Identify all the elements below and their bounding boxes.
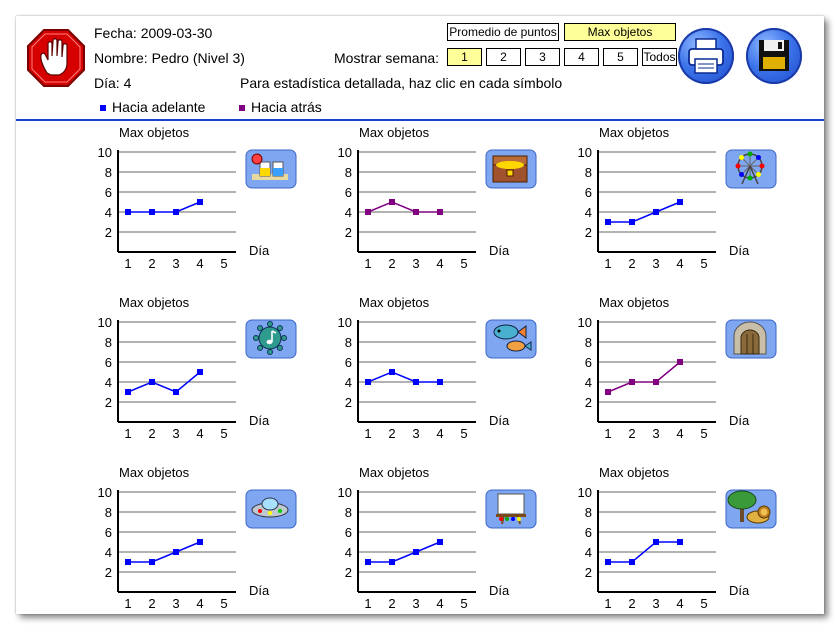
week-3-button[interactable]: 3	[525, 48, 560, 66]
chart-title: Max objetos	[119, 125, 190, 140]
data-point	[125, 389, 131, 395]
data-point	[197, 199, 203, 205]
forward-legend-label: Hacia adelante	[112, 99, 206, 115]
y-tick-label: 6	[344, 355, 352, 370]
y-tick-label: 2	[344, 395, 352, 410]
x-tick-label: 1	[124, 426, 132, 441]
print-button[interactable]	[678, 28, 734, 84]
data-point	[389, 559, 395, 565]
y-tick-label: 6	[104, 525, 112, 540]
data-point	[173, 549, 179, 555]
stop-hand-icon[interactable]	[27, 29, 85, 87]
x-axis-label: Día	[249, 583, 270, 598]
x-axis-label: Día	[249, 243, 270, 258]
x-axis-label: Día	[489, 243, 510, 258]
data-point	[365, 209, 371, 215]
x-tick-label: 2	[148, 596, 156, 611]
x-tick-label: 3	[172, 426, 180, 441]
ufo-icon[interactable]	[246, 490, 296, 528]
max-objects-button[interactable]: Max objetos	[564, 23, 676, 41]
y-tick-label: 2	[584, 565, 592, 580]
x-tick-label: 1	[364, 596, 372, 611]
data-point	[365, 379, 371, 385]
y-tick-label: 2	[344, 225, 352, 240]
x-tick-label: 5	[700, 426, 708, 441]
data-point	[677, 539, 683, 545]
paint-cups-icon[interactable]	[246, 150, 296, 188]
y-tick-label: 6	[344, 185, 352, 200]
x-tick-label: 4	[196, 596, 204, 611]
x-tick-label: 5	[460, 596, 468, 611]
y-tick-label: 2	[584, 395, 592, 410]
data-point	[173, 209, 179, 215]
y-tick-label: 10	[337, 485, 352, 500]
x-tick-label: 2	[388, 426, 396, 441]
x-tick-label: 3	[172, 596, 180, 611]
data-point	[173, 389, 179, 395]
y-tick-label: 4	[344, 205, 352, 220]
week-5-button[interactable]: 5	[603, 48, 638, 66]
data-point	[149, 209, 155, 215]
x-tick-label: 5	[460, 256, 468, 271]
y-tick-label: 8	[344, 165, 352, 180]
data-point	[677, 199, 683, 205]
y-tick-label: 8	[104, 165, 112, 180]
data-point	[197, 369, 203, 375]
y-tick-label: 2	[104, 225, 112, 240]
x-tick-label: 2	[148, 256, 156, 271]
name-label: Nombre: Pedro (Nivel 3)	[94, 50, 245, 66]
x-tick-label: 4	[676, 426, 684, 441]
week-1-button[interactable]: 1	[447, 48, 482, 66]
x-tick-label: 5	[220, 596, 228, 611]
info-text: Para estadística detallada, haz clic en cada símbolo	[240, 75, 563, 91]
x-tick-label: 3	[652, 256, 660, 271]
data-point	[437, 379, 443, 385]
data-point	[125, 209, 131, 215]
data-point	[149, 379, 155, 385]
chart-title: Max objetos	[599, 295, 670, 310]
chart-2	[336, 124, 556, 294]
y-tick-label: 4	[584, 375, 592, 390]
x-tick-label: 3	[652, 426, 660, 441]
x-axis-label: Día	[489, 413, 510, 428]
ferris-wheel-icon[interactable]	[726, 150, 776, 188]
chart-4	[96, 294, 316, 464]
y-tick-label: 10	[97, 145, 112, 160]
series-line-backward	[608, 362, 680, 392]
x-tick-label: 3	[412, 426, 420, 441]
x-tick-label: 5	[460, 426, 468, 441]
week-all-button[interactable]: Todos	[643, 50, 676, 64]
y-tick-label: 2	[584, 225, 592, 240]
data-point	[677, 359, 683, 365]
y-tick-label: 10	[577, 485, 592, 500]
data-point	[413, 379, 419, 385]
x-tick-label: 4	[436, 426, 444, 441]
x-tick-label: 1	[124, 256, 132, 271]
fish-icon[interactable]	[486, 320, 536, 358]
x-tick-label: 1	[364, 256, 372, 271]
y-tick-label: 10	[337, 315, 352, 330]
y-tick-label: 8	[344, 505, 352, 520]
y-tick-label: 6	[344, 525, 352, 540]
data-point	[413, 209, 419, 215]
chart-title: Max objetos	[119, 295, 190, 310]
data-point	[605, 219, 611, 225]
y-tick-label: 10	[337, 145, 352, 160]
y-tick-label: 8	[584, 335, 592, 350]
week-label: Mostrar semana:	[334, 50, 440, 66]
stone-door-icon[interactable]	[726, 320, 776, 358]
x-tick-label: 2	[388, 596, 396, 611]
printer-icon	[678, 28, 734, 84]
x-tick-label: 2	[628, 256, 636, 271]
x-axis-label: Día	[489, 583, 510, 598]
x-tick-label: 2	[628, 426, 636, 441]
data-point	[149, 559, 155, 565]
lion-tree-icon[interactable]	[726, 490, 776, 528]
data-point	[629, 219, 635, 225]
series-line-backward	[368, 202, 440, 212]
y-tick-label: 6	[104, 185, 112, 200]
x-tick-label: 1	[604, 426, 612, 441]
x-tick-label: 3	[652, 596, 660, 611]
x-tick-label: 1	[604, 596, 612, 611]
floppy-disk-icon	[746, 28, 802, 84]
data-point	[413, 549, 419, 555]
y-tick-label: 6	[584, 185, 592, 200]
chart-6	[576, 294, 796, 464]
treasure-chest-icon[interactable]	[486, 150, 536, 188]
series-line-forward	[128, 202, 200, 212]
x-axis-label: Día	[729, 413, 750, 428]
data-point	[605, 389, 611, 395]
save-button[interactable]	[746, 28, 802, 84]
y-tick-label: 10	[577, 315, 592, 330]
date-label: Fecha: 2009-03-30	[94, 25, 213, 41]
x-tick-label: 3	[412, 256, 420, 271]
y-tick-label: 10	[577, 145, 592, 160]
y-tick-label: 4	[104, 205, 112, 220]
data-point	[125, 559, 131, 565]
x-axis-label: Día	[249, 413, 270, 428]
chart-3	[576, 124, 796, 294]
y-tick-label: 6	[104, 355, 112, 370]
x-tick-label: 4	[196, 426, 204, 441]
day-label: Día: 4	[94, 75, 132, 91]
x-tick-label: 5	[220, 426, 228, 441]
data-point	[437, 209, 443, 215]
y-tick-label: 8	[104, 505, 112, 520]
x-tick-label: 5	[220, 256, 228, 271]
y-tick-label: 10	[97, 485, 112, 500]
chart-5	[336, 294, 556, 464]
data-point	[653, 209, 659, 215]
header-divider	[16, 119, 824, 121]
y-tick-label: 4	[104, 375, 112, 390]
chart-7	[96, 464, 316, 634]
chart-title: Max objetos	[359, 295, 430, 310]
x-axis-label: Día	[729, 243, 750, 258]
x-tick-label: 5	[700, 596, 708, 611]
week-2-button[interactable]: 2	[486, 48, 521, 66]
series-line-forward	[368, 372, 440, 382]
music-note-icon[interactable]	[246, 320, 296, 358]
y-tick-label: 8	[104, 335, 112, 350]
chart-title: Max objetos	[359, 465, 430, 480]
data-point	[629, 559, 635, 565]
data-point	[197, 539, 203, 545]
y-tick-label: 2	[104, 395, 112, 410]
y-tick-label: 4	[344, 545, 352, 560]
y-tick-label: 6	[584, 355, 592, 370]
y-tick-label: 4	[584, 545, 592, 560]
chart-title: Max objetos	[359, 125, 430, 140]
easel-icon[interactable]	[486, 490, 536, 528]
chart-title: Max objetos	[599, 125, 670, 140]
x-tick-label: 2	[628, 596, 636, 611]
backward-legend-label: Hacia atrás	[251, 99, 322, 115]
y-tick-label: 6	[584, 525, 592, 540]
x-tick-label: 1	[604, 256, 612, 271]
x-tick-label: 4	[676, 596, 684, 611]
data-point	[653, 539, 659, 545]
data-point	[389, 369, 395, 375]
data-point	[365, 559, 371, 565]
y-tick-label: 2	[104, 565, 112, 580]
y-tick-label: 8	[344, 335, 352, 350]
chart-9	[576, 464, 796, 634]
x-tick-label: 3	[172, 256, 180, 271]
x-tick-label: 4	[436, 596, 444, 611]
week-4-button[interactable]: 4	[564, 48, 599, 66]
y-tick-label: 8	[584, 505, 592, 520]
x-tick-label: 3	[412, 596, 420, 611]
data-point	[653, 379, 659, 385]
x-axis-label: Día	[729, 583, 750, 598]
x-tick-label: 1	[124, 596, 132, 611]
chart-title: Max objetos	[599, 465, 670, 480]
x-tick-label: 1	[364, 426, 372, 441]
data-point	[389, 199, 395, 205]
chart-title: Max objetos	[119, 465, 190, 480]
x-tick-label: 2	[148, 426, 156, 441]
y-tick-label: 4	[104, 545, 112, 560]
data-point	[605, 559, 611, 565]
x-tick-label: 4	[676, 256, 684, 271]
forward-legend-marker	[100, 105, 106, 111]
data-point	[437, 539, 443, 545]
y-tick-label: 10	[97, 315, 112, 330]
x-tick-label: 2	[388, 256, 396, 271]
data-point	[629, 379, 635, 385]
y-tick-label: 8	[584, 165, 592, 180]
y-tick-label: 4	[584, 205, 592, 220]
x-tick-label: 5	[700, 256, 708, 271]
y-tick-label: 4	[344, 375, 352, 390]
x-tick-label: 4	[436, 256, 444, 271]
average-points-button[interactable]: Promedio de puntos	[447, 23, 559, 41]
backward-legend-marker	[239, 105, 245, 111]
chart-8	[336, 464, 556, 634]
y-tick-label: 2	[344, 565, 352, 580]
chart-1	[96, 124, 316, 294]
x-tick-label: 4	[196, 256, 204, 271]
